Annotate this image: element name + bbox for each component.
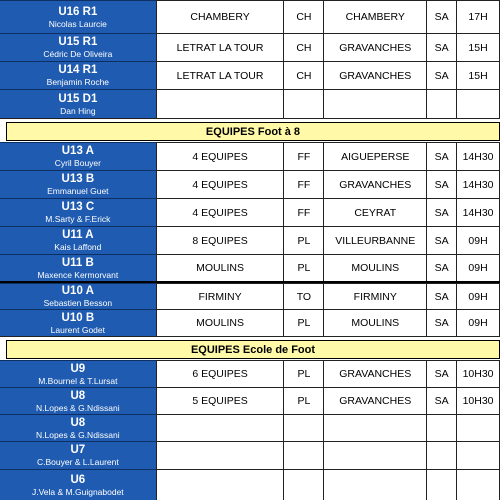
team-cell	[0, 198, 156, 226]
coach-name: Dan Hing	[60, 105, 96, 116]
table-row	[0, 387, 500, 414]
coach-name: J.Vela & M.Guignabodet	[32, 486, 124, 497]
opponent-cell: LETRAT LA TOUR	[156, 33, 284, 61]
opponent-cell: 4 EQUIPES	[156, 142, 284, 170]
venue-cell: FIRMINY	[323, 283, 426, 309]
team-name: U11 A	[62, 229, 94, 241]
team-cell	[0, 89, 156, 118]
venue-cell: GRAVANCHES	[323, 387, 426, 414]
opponent-cell	[156, 441, 284, 469]
team-cell	[0, 61, 156, 89]
section-header-ecole: EQUIPES Ecole de Foot	[6, 340, 500, 359]
table-row	[0, 469, 500, 500]
table-row	[0, 226, 500, 254]
venue-cell: GRAVANCHES	[323, 360, 426, 387]
type-cell	[283, 469, 323, 500]
time-cell	[456, 414, 499, 441]
time-cell: 10H30	[456, 387, 499, 414]
team-name: U10 B	[61, 311, 95, 324]
coach-name: Maxence Kermorvant	[37, 269, 119, 280]
coach-name: Emmanuel Guet	[47, 186, 109, 196]
table-row	[0, 89, 500, 118]
day-cell: SA	[426, 360, 456, 387]
opponent-cell: 6 EQUIPES	[156, 360, 284, 387]
time-cell: 09H	[456, 309, 499, 336]
table-row	[0, 170, 500, 198]
opponent-cell: MOULINS	[156, 254, 284, 281]
venue-cell	[323, 469, 426, 500]
opponent-cell	[156, 89, 284, 118]
time-cell	[456, 441, 499, 469]
opponent-cell: 5 EQUIPES	[156, 387, 284, 414]
coach-name: M.Sarty & F.Erick	[45, 214, 111, 224]
coach-name: Laurent Godet	[50, 324, 106, 335]
table-row	[0, 33, 500, 61]
team-name: U7	[70, 444, 86, 456]
type-cell: PL	[283, 226, 323, 254]
coach-name: N.Lopes & G.Ndissani	[36, 402, 120, 413]
time-cell: 10H30	[456, 360, 499, 387]
team-cell	[0, 142, 156, 170]
day-cell: SA	[426, 33, 456, 61]
team-cell	[0, 309, 156, 336]
type-cell: PL	[283, 309, 323, 336]
opponent-cell	[156, 469, 284, 500]
team-cell	[0, 360, 156, 387]
section-header-foot8: EQUIPES Foot à 8	[6, 122, 500, 141]
team-name: U8	[70, 389, 86, 402]
type-cell: CH	[283, 0, 323, 33]
time-cell: 17H	[456, 0, 499, 33]
team-name: U8	[70, 416, 86, 429]
table-row	[0, 281, 500, 309]
coach-name: Sebastien Besson	[43, 298, 113, 308]
coach-name: C.Bouyer & L.Laurent	[36, 457, 119, 467]
opponent-cell: FIRMINY	[156, 283, 284, 309]
table-row	[0, 414, 500, 441]
time-cell: 09H	[456, 254, 499, 281]
type-cell: PL	[283, 360, 323, 387]
opponent-cell: CHAMBERY	[156, 0, 284, 33]
team-cell	[0, 441, 156, 469]
table-row	[0, 0, 500, 33]
team-cell	[0, 387, 156, 414]
time-cell: 14H30	[456, 170, 499, 198]
day-cell	[426, 89, 456, 118]
team-name: U14 R1	[58, 64, 98, 76]
coach-name: N.Lopes & G.Ndissani	[36, 429, 120, 440]
team-cell	[0, 170, 156, 198]
venue-cell: GRAVANCHES	[323, 170, 426, 198]
venue-cell: GRAVANCHES	[323, 33, 426, 61]
coach-name: Nicolas Laurcie	[48, 18, 107, 29]
team-cell	[0, 254, 156, 281]
type-cell	[283, 414, 323, 441]
venue-cell: CHAMBERY	[323, 0, 426, 33]
venue-cell: MOULINS	[323, 309, 426, 336]
table-border	[0, 336, 500, 337]
table-border	[0, 118, 500, 119]
opponent-cell: 4 EQUIPES	[156, 170, 284, 198]
venue-cell	[323, 441, 426, 469]
day-cell: SA	[426, 309, 456, 336]
team-cell	[0, 226, 156, 254]
table-row	[0, 254, 500, 281]
day-cell: SA	[426, 142, 456, 170]
team-name: U16 R1	[58, 5, 98, 18]
time-cell: 09H	[456, 283, 499, 309]
type-cell: FF	[283, 142, 323, 170]
opponent-cell: LETRAT LA TOUR	[156, 61, 284, 89]
type-cell	[283, 89, 323, 118]
coach-name: Kais Laffond	[54, 242, 102, 252]
day-cell: SA	[426, 198, 456, 226]
table-row	[0, 61, 500, 89]
type-cell: FF	[283, 170, 323, 198]
team-name: U11 B	[61, 256, 94, 269]
day-cell: SA	[426, 283, 456, 309]
venue-cell: MOULINS	[323, 254, 426, 281]
type-cell: FF	[283, 198, 323, 226]
day-cell	[426, 414, 456, 441]
opponent-cell: MOULINS	[156, 309, 284, 336]
coach-name: Cédric De Oliveira	[43, 49, 113, 59]
table-row	[0, 309, 500, 336]
venue-cell: GRAVANCHES	[323, 61, 426, 89]
coach-name: M.Bournel & T.Lursat	[38, 375, 118, 386]
team-cell	[0, 414, 156, 441]
team-cell	[0, 469, 156, 500]
table-row	[0, 360, 500, 387]
team-cell	[0, 283, 156, 309]
type-cell: CH	[283, 33, 323, 61]
time-cell: 15H	[456, 33, 499, 61]
team-cell	[0, 0, 156, 33]
type-cell: CH	[283, 61, 323, 89]
team-name: U15 D1	[58, 92, 98, 105]
time-cell: 09H	[456, 226, 499, 254]
day-cell: SA	[426, 254, 456, 281]
time-cell: 14H30	[456, 142, 499, 170]
opponent-cell	[156, 414, 284, 441]
coach-name: Benjamin Roche	[46, 77, 110, 87]
time-cell	[456, 469, 499, 500]
venue-cell: AIGUEPERSE	[323, 142, 426, 170]
team-name: U15 R1	[58, 36, 98, 48]
team-name: U13 A	[61, 145, 94, 157]
type-cell	[283, 441, 323, 469]
day-cell: SA	[426, 387, 456, 414]
table-row	[0, 441, 500, 469]
day-cell: SA	[426, 61, 456, 89]
team-name: U10 A	[61, 285, 94, 297]
team-cell	[0, 33, 156, 61]
day-cell: SA	[426, 226, 456, 254]
venue-cell: CEYRAT	[323, 198, 426, 226]
table-row	[0, 142, 500, 170]
opponent-cell: 4 EQUIPES	[156, 198, 284, 226]
team-name: U6	[70, 473, 86, 486]
venue-cell	[323, 89, 426, 118]
coach-name: Cyril Bouyer	[54, 158, 101, 168]
day-cell: SA	[426, 170, 456, 198]
type-cell: PL	[283, 254, 323, 281]
venue-cell: VILLEURBANNE	[323, 226, 426, 254]
day-cell: SA	[426, 0, 456, 33]
team-name: U9	[70, 362, 86, 375]
time-cell	[456, 89, 499, 118]
type-cell: TO	[283, 283, 323, 309]
type-cell: PL	[283, 387, 323, 414]
table-row	[0, 198, 500, 226]
team-name: U13 B	[61, 173, 95, 185]
team-name: U13 C	[61, 201, 95, 213]
venue-cell	[323, 414, 426, 441]
day-cell	[426, 441, 456, 469]
day-cell	[426, 469, 456, 500]
time-cell: 14H30	[456, 198, 499, 226]
time-cell: 15H	[456, 61, 499, 89]
opponent-cell: 8 EQUIPES	[156, 226, 284, 254]
